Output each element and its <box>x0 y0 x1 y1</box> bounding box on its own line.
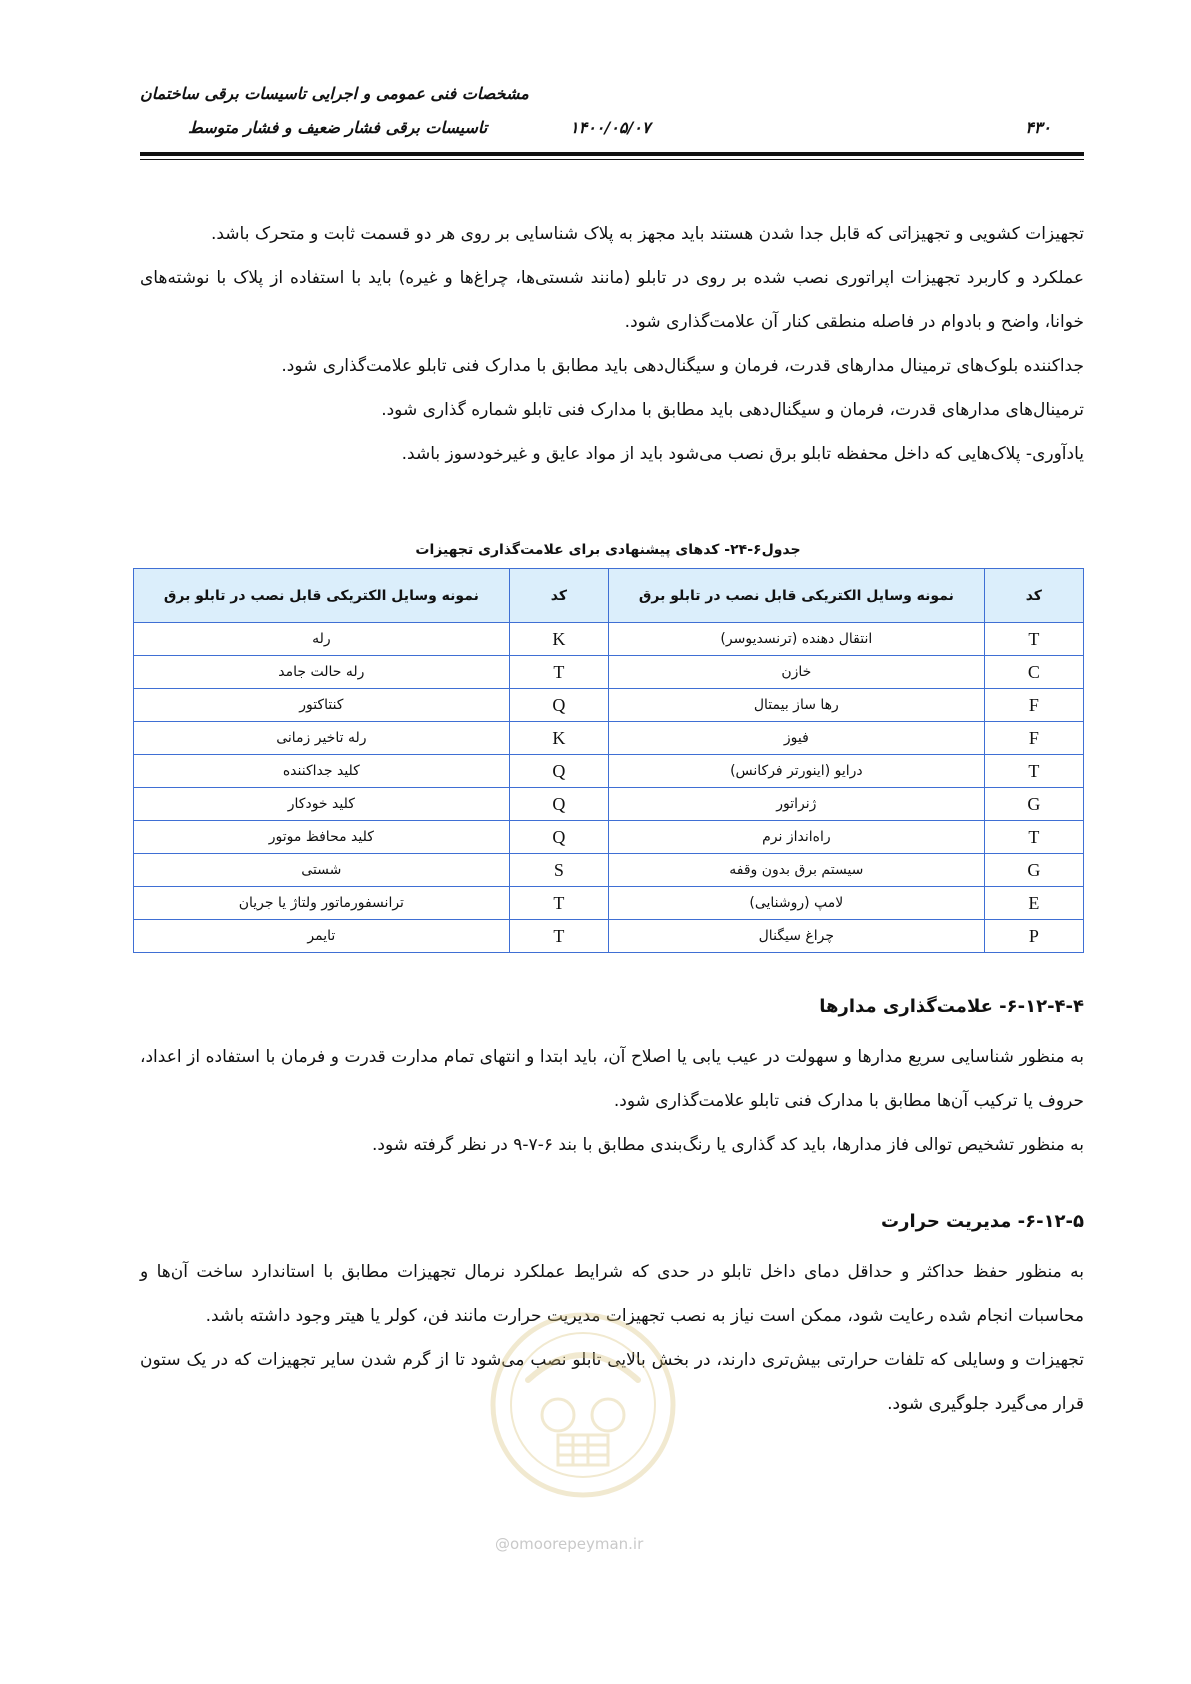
table-cell-code: T <box>984 821 1083 854</box>
table-cell-name: رها ساز بیمتال <box>609 689 985 722</box>
table-row <box>134 623 1084 656</box>
table-row <box>134 656 1084 689</box>
header-code-1: کد <box>984 569 1083 623</box>
equipment-code-table <box>133 568 1084 953</box>
table-cell-code: T <box>984 755 1083 788</box>
table-cell-name: راه‌انداز نرم <box>609 821 985 854</box>
intro-paragraph-4: ترمینال‌های مدارهای قدرت، فرمان و سیگنال‌دهی باید مطابق با مدارک فنی تابلو شماره گذاری شود. <box>381 400 1084 420</box>
table-cell-name: فیوز <box>609 722 985 755</box>
table-cell-code: F <box>984 689 1083 722</box>
table-cell-name: کلید جداکننده <box>134 755 510 788</box>
intro-paragraph-2: عملکرد و کاربرد تجهیزات اپراتوری نصب شده بر روی در تابلو (مانند شستی‌ها، چراغ‌ها و غیره) باید با استفاده از پلاک با نوشته‌های خوانا، واضح و بادوام در فاصله منطقی کنار آن علامت‌گذاری شود. <box>140 268 1084 332</box>
table-row <box>134 722 1084 755</box>
table-cell-code: T <box>509 887 608 920</box>
table-cell-name: چراغ سیگنال <box>609 920 985 953</box>
table-cell-code: T <box>509 920 608 953</box>
header-name-1: نمونه وسایل الکتریکی قابل نصب در تابلو برق <box>609 569 985 623</box>
table-cell-name: کلید خودکار <box>134 788 510 821</box>
section-paragraph: به منظور حفظ حداکثر و حداقل دمای داخل تابلو در حدی که شرایط عملکرد نرمال تجهیزات مطابق با استاندارد ساخت آن‌ها و محاسبات انجام شده رعایت شود، ممکن است نیاز به نصب تجهیزات مدیریت حرارت مانند فن، کولر یا هیتر وجود داشته باشد. <box>140 1262 1084 1326</box>
table-row <box>134 854 1084 887</box>
header-subtitle: تاسیسات برقی فشار ضعیف و فشار متوسط <box>188 118 488 137</box>
section-body <box>140 1035 1084 1167</box>
table-cell-code: C <box>984 656 1083 689</box>
section-paragraph: به منظور تشخیص توالی فاز مدارها، باید کد گذاری یا رنگ‌بندی مطابق با بند ۶-۷-۹ در نظر گرفته شود. <box>371 1135 1084 1155</box>
section-paragraph: تجهیزات و وسایلی که تلفات حرارتی بیش‌تری دارند، در بخش بالایی تابلو نصب می‌شود تا از گرم شدن سایر تجهیزات که در یک ستون قرار می‌گیرد جلوگیری شود. <box>140 1350 1084 1414</box>
section-paragraph: به منظور شناسایی سریع مدارها و سهولت در عیب یابی یا اصلاح آن، باید ابتدا و انتهای تمام مدارت قدرت و فرمان با استفاده از اعداد، حروف یا ترکیب آن‌ها مطابق با مدارک فنی تابلو علامت‌گذاری شود. <box>140 1047 1084 1111</box>
table-row <box>134 821 1084 854</box>
table-cell-code: G <box>984 854 1083 887</box>
table-cell-name: ترانسفورماتور ولتاژ یا جریان <box>134 887 510 920</box>
table-row <box>134 689 1084 722</box>
watermark-seal-icon <box>488 1310 678 1500</box>
table-caption: جدول۶-۲۴- کدهای پیشنهادی برای علامت‌گذاری تجهیزات <box>415 542 801 558</box>
intro-paragraph-5: یادآوری- پلاک‌هایی که داخل محفظه تابلو برق نصب می‌شود باید از مواد عایق و غیرخودسوز باشد. <box>401 444 1084 464</box>
table-cell-code: S <box>509 854 608 887</box>
table-cell-name: کنتاکتور <box>134 689 510 722</box>
header-row <box>140 118 1051 142</box>
table-cell-code: K <box>509 623 608 656</box>
page-number: ۴۳۰ <box>1025 118 1051 137</box>
table-cell-name: کلید محافظ موتور <box>134 821 510 854</box>
table-cell-name: رله <box>134 623 510 656</box>
table-cell-name: رله تاخیر زمانی <box>134 722 510 755</box>
table-cell-code: E <box>984 887 1083 920</box>
table-cell-name: شستی <box>134 854 510 887</box>
intro-paragraph-3: جداکننده بلوک‌های ترمینال مدارهای قدرت، فرمان و سیگنال‌دهی باید مطابق با مدارک فنی تابلو علامت‌گذاری شود. <box>281 356 1084 376</box>
table-row <box>134 887 1084 920</box>
header-name-2: نمونه وسایل الکتریکی قابل نصب در تابلو برق <box>134 569 510 623</box>
table-cell-code: Q <box>509 821 608 854</box>
table-cell-code: T <box>509 656 608 689</box>
table-body <box>134 623 1084 953</box>
equipment-code-table-wrap <box>133 568 1084 953</box>
table-cell-name: سیستم برق بدون وقفه <box>609 854 985 887</box>
intro-text <box>140 212 1084 476</box>
table-cell-code: T <box>984 623 1083 656</box>
section-heading: ۶-۱۲-۴-۴- علامت‌گذاری مدارها <box>819 996 1084 1017</box>
table-cell-name: ژنراتور <box>609 788 985 821</box>
table-header-row <box>134 569 1084 623</box>
table-cell-name: درایو (اینورتر فرکانس) <box>609 755 985 788</box>
table-cell-code: P <box>984 920 1083 953</box>
table-row <box>134 788 1084 821</box>
table-cell-code: K <box>509 722 608 755</box>
table-cell-name: انتقال دهنده (ترنسدیوسر) <box>609 623 985 656</box>
header-code-2: کد <box>509 569 608 623</box>
table-cell-code: Q <box>509 755 608 788</box>
table-row <box>134 755 1084 788</box>
header-date: ۱۴۰۰/۰۵/۰۷ <box>570 118 651 137</box>
table-cell-code: G <box>984 788 1083 821</box>
section-circuit-marking <box>140 993 1084 1167</box>
table-cell-name: رله حالت جامد <box>134 656 510 689</box>
table-row <box>134 920 1084 953</box>
section-heading: ۶-۱۲-۵- مدیریت حرارت <box>881 1211 1084 1232</box>
table-cell-code: Q <box>509 788 608 821</box>
header-title: مشخصات فنی عمومی و اجرایی تاسیسات برقی ساختمان <box>140 84 529 103</box>
header-rule-thin <box>140 159 1084 160</box>
intro-paragraph-1: تجهیزات کشویی و تجهیزاتی که قابل جدا شدن هستند باید مجهز به پلاک شناسایی بر روی هر دو قسمت ثابت و متحرک باشد. <box>210 224 1084 244</box>
watermark-url: @omoorepeyman.ir <box>495 1535 644 1553</box>
table-cell-name: تایمر <box>134 920 510 953</box>
table-cell-name: خازن <box>609 656 985 689</box>
header-rule-thick <box>140 152 1084 156</box>
table-cell-code: F <box>984 722 1083 755</box>
table-cell-code: Q <box>509 689 608 722</box>
table-cell-name: لامپ (روشنایی) <box>609 887 985 920</box>
